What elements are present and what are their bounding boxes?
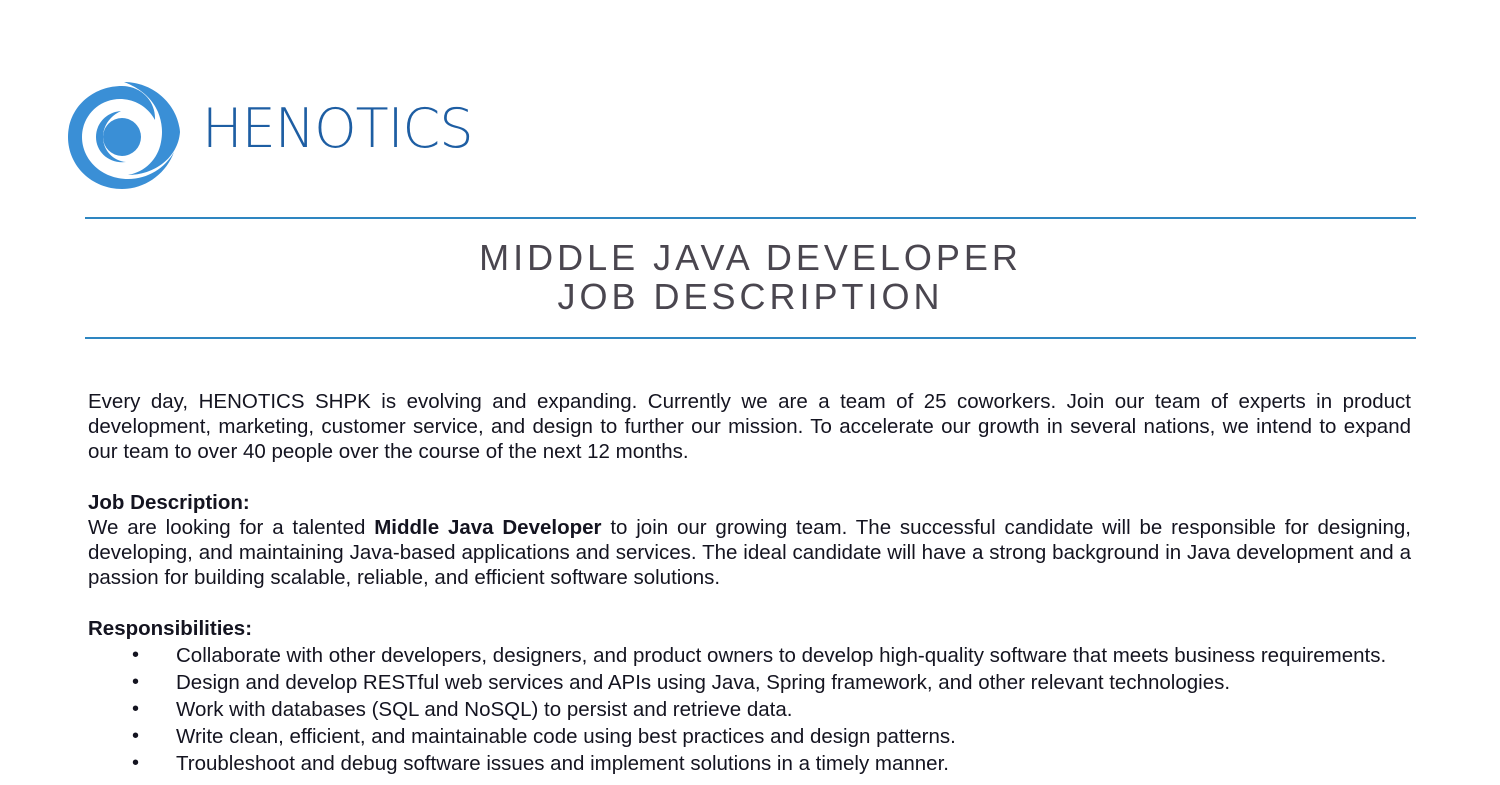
document-title [85, 238, 1416, 316]
job-description-text-before: We are looking for a talented [88, 516, 375, 539]
company-logo [62, 80, 472, 195]
job-description-text-after: to join our growing team. The successful candidate will be responsible for designing, developing, and maintaining Java-based applications and services. The ideal candidate will have a strong background in Java development and a passion for building scalable, reliable, and efficient software solutions. [88, 516, 1411, 589]
swirl-logo-icon [62, 80, 182, 195]
bullet-icon: • [132, 671, 140, 693]
list-item-text: Design and develop RESTful web services and APIs using Java, Spring framework, and other relevant technologies. [176, 671, 1231, 694]
bottom-divider-line [85, 337, 1416, 339]
list-item-text: Work with databases (SQL and NoSQL) to persist and retrieve data. [176, 698, 793, 721]
list-item [88, 670, 1411, 695]
list-item [88, 697, 1411, 722]
paragraph-spacer [88, 590, 1411, 616]
bullet-icon: • [132, 644, 140, 666]
title-line-2: JOB DESCRIPTION [557, 276, 944, 317]
responsibilities-heading: Responsibilities: [88, 617, 253, 640]
list-item-text: Collaborate with other developers, designers, and product owners to develop high-quality software that meets business requirements. [176, 644, 1387, 667]
job-description-heading: Job Description: [88, 491, 250, 514]
job-description-paragraph [88, 515, 1411, 590]
intro-paragraph: Every day, HENOTICS SHPK is evolving and expanding. Currently we are a team of 25 coworkers. Join our team of experts in product development, marketing, customer service, and design to further our mission. To accelerate our growth in several nations, we intend to expand our team to over 40 people over the course of the next 12 months. [88, 390, 1411, 463]
list-item-text: Troubleshoot and debug software issues and implement solutions in a timely manner. [176, 752, 949, 775]
list-item-text: Write clean, efficient, and maintainable code using best practices and design patterns. [176, 725, 956, 748]
list-item [88, 751, 1411, 776]
bullet-icon: • [132, 725, 140, 747]
paragraph-spacer [88, 464, 1411, 490]
bullet-icon: • [132, 752, 140, 774]
top-divider-line [85, 217, 1416, 219]
logo-brand-text: HENOTICS [202, 97, 473, 160]
title-line-1: MIDDLE JAVA DEVELOPER [479, 237, 1022, 278]
job-role-title: Middle Java Developer [374, 516, 602, 539]
responsibilities-list [88, 643, 1411, 776]
document-body [88, 389, 1411, 778]
list-item [88, 643, 1411, 668]
bullet-icon: • [132, 698, 140, 720]
list-item [88, 724, 1411, 749]
